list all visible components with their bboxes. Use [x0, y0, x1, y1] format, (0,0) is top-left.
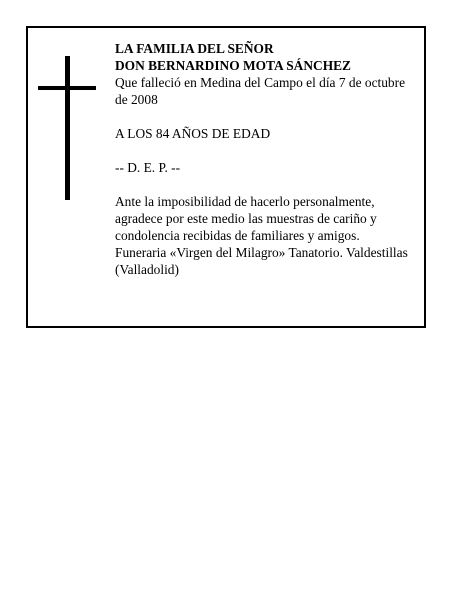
cross-vertical-bar	[65, 56, 70, 200]
death-info: Que falleció en Medina del Campo el día 7 de octubre de 2008	[115, 75, 406, 107]
notice-heading-line-2: DON BERNARDINO MOTA SÁNCHEZ	[115, 58, 351, 73]
rip-line: -- D. E. P. --	[115, 160, 181, 175]
cross-icon	[38, 56, 98, 200]
notice-heading-line-1: LA FAMILIA DEL SEÑOR	[115, 41, 274, 56]
cross-horizontal-bar	[38, 86, 96, 90]
notice-text	[115, 40, 420, 278]
acknowledgement-text: Ante la imposibilidad de hacerlo personalmente, agradece por este medio las muestras de cariño y condolencia recibidas de familiares y amigos.	[115, 194, 377, 243]
obituary-notice	[26, 26, 426, 328]
age-line: A LOS 84 AÑOS DE EDAD	[115, 126, 271, 141]
funeral-home-text: Funeraria «Virgen del Milagro» Tanatorio. Valdestillas (Valladolid)	[115, 245, 408, 277]
